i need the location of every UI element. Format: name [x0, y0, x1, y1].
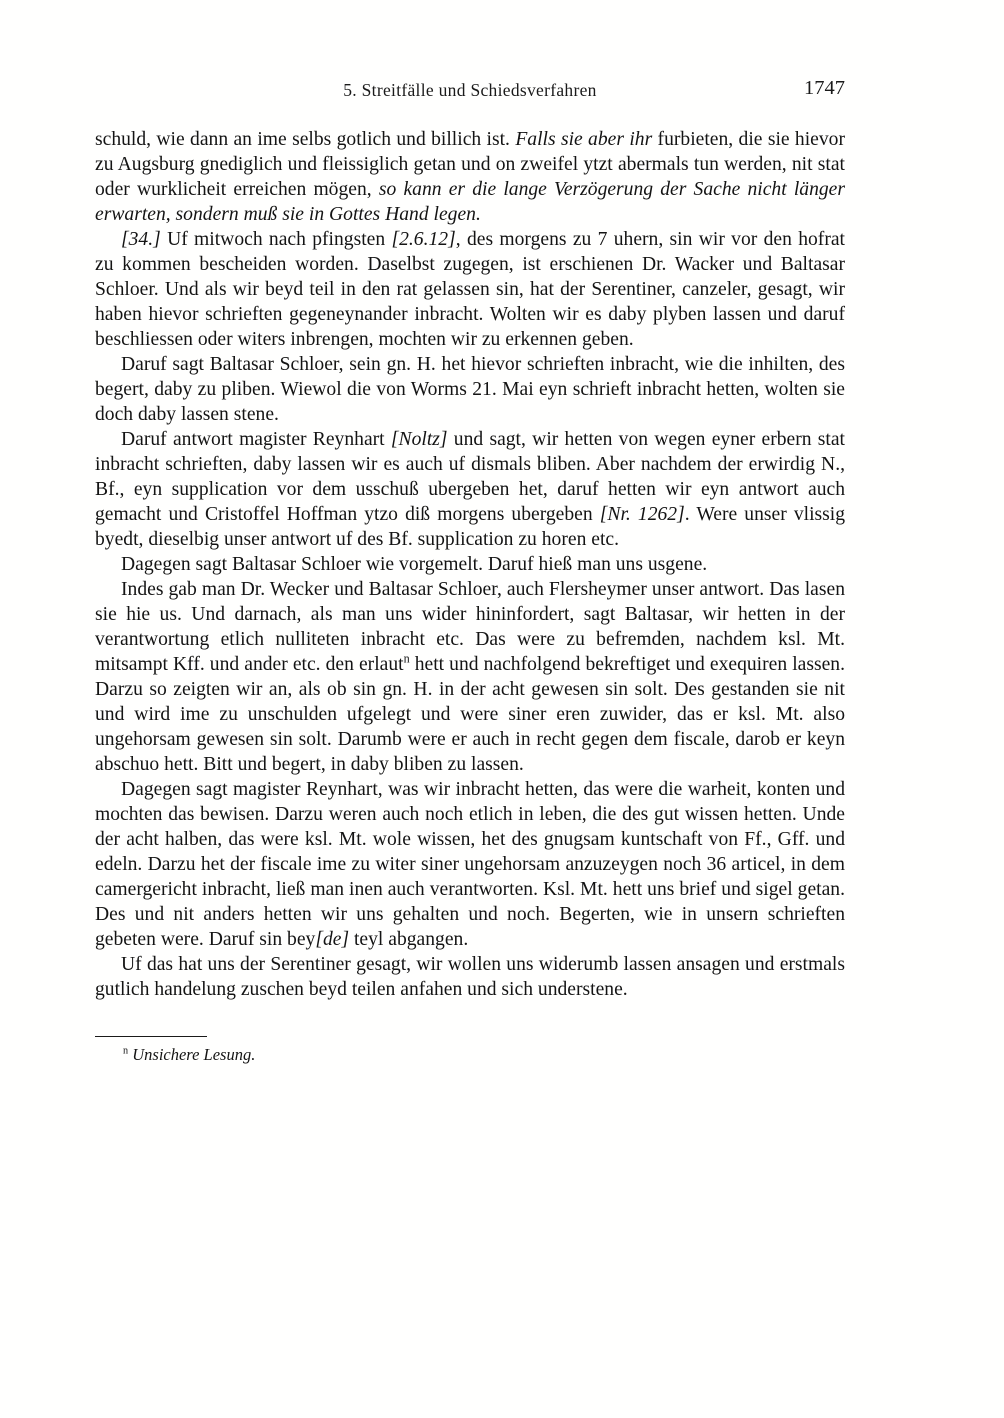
- text-run: schuld, wie dann an ime selbs gotlich und billich ist.: [95, 129, 516, 150]
- paragraph: [95, 227, 845, 352]
- footnote-area: [95, 1036, 845, 1066]
- text-run: , des morgens zu 7 uhern, sin wir vor den hofrat zu kommen bescheiden worden. Daselbst zugegen, ist erschienen Dr. Wacker und Baltasar Schloer. Und als wir beyd teil in den rat gelassen sin, hat der Serentiner, canzeler, gesagt, wir haben hievor schrieften gegeneynander inbracht. Wolten wir es daby plyben lassen und daruf beschliessen oder witers inbrengen, mochten wir zu erkennen geben.: [95, 229, 845, 350]
- italic-text-run: Falls sie aber ihr: [515, 129, 653, 150]
- italic-text-run: so kann er die lange Verzögerung der Sache nicht länger erwarten, sondern muß sie in Gottes Hand legen.: [95, 179, 846, 225]
- paragraph: [95, 952, 845, 1002]
- text-run: hett und nachfolgend bekreftiget und exequiren lassen. Darzu so zeigten wir an, als ob sin gn. H. in der acht gewesen sin solt. Des gestanden sie nit und wird ime zu unschulden ufgelegt und were siner eren zuwider, das er ksl. Mt. also ungehorsam gewesen sin solt. Darumb were er auch in recht gegen dem fiscale, darob er keyn abschuo hett. Bitt und begert, in daby bliben zu lassen.: [95, 654, 845, 775]
- paragraph: [95, 552, 845, 577]
- footnote-rule: [95, 1036, 207, 1037]
- page-number: 1747: [804, 77, 845, 99]
- footnote: [123, 1044, 845, 1066]
- footnote-mark: n: [123, 1045, 129, 1057]
- italic-text-run: [34.]: [121, 229, 161, 250]
- page-header: [95, 77, 845, 106]
- text-run: Daruf sagt Baltasar Schloer, sein gn. H. het hievor schrieften inbracht, wie die inhilten, des begert, daby zu pliben. Wiewol die von Worms 21. Mai eyn schrieft inbracht hetten, wolten sie doch daby lassen stene.: [95, 354, 845, 425]
- text-run: und sagt, wir hetten von wegen eyner erbern stat inbracht schrieften, daby lassen wir es auch uf dismals bliben. Aber nachdem der erwirdig N., Bf., eyn supplication vor dem usschuß ubergeben het, daruf hetten wir eyn antwort auch gemacht und Cristoffel Hoffman ytzo diß morgens ubergeben: [95, 429, 846, 525]
- text-run: furbieten, die sie hievor zu Augsburg gnediglich und fleissiglich getan und on zweifel ytzt abermals tun werden, nit stat oder wurklicheit erreichen mögen,: [95, 129, 845, 200]
- text-run: Uf mitwoch nach pfingsten: [160, 229, 392, 250]
- text-run: . Were unser vlissig byedt, dieselbig unser antwort uf des Bf. supplication zu horen etc.: [95, 504, 845, 550]
- paragraph: [95, 352, 845, 427]
- text-run: Dagegen sagt Baltasar Schloer wie vorgemelt. Daruf hieß man uns usgene.: [121, 554, 708, 575]
- text-run: Daruf antwort magister Reynhart: [121, 429, 391, 450]
- italic-text-run: [de]: [315, 929, 350, 950]
- paragraph: [95, 127, 845, 227]
- text-run: Indes gab man Dr. Wecker und Baltasar Schloer, auch Flersheymer unser antwort. Das lasen sie hie us. Und darnach, als man uns wider hininfordert, sagt Baltasar, wir hetten in der verantwortung etlich nulliteten inbracht etc. Das were zu befremden, nachdem ksl. Mt. mitsampt Kff. und ander etc. den erlaut: [95, 579, 845, 675]
- text-run: Dagegen sagt magister Reynhart, was wir inbracht hetten, das were die warheit, konten und mochten das bewisen. Darzu weren auch noch etlich in leben, die des gut wissen hetten. Unde der acht halben, das were ksl. Mt. wole wissen, het des gnugsam kuntschaft von Ff., Gff. und edeln. Darzu het der fiscale ime zu witer siner ungehorsam anzuzeygen noch 36 articel, in dem camergericht inbracht, ließ man inen auch verantworten. Ksl. Mt. hett uns brief und sigel getan. Des und nit anders hetten wir uns gehalten und noch. Begerten, wie in unsern schrieften gebeten were. Daruf sin bey: [95, 779, 845, 950]
- text-run: teyl abgangen.: [349, 929, 469, 950]
- running-head: 5. Streitfälle und Schiedsverfahren: [343, 80, 597, 100]
- italic-text-run: [2.6.12]: [391, 229, 456, 250]
- italic-text-run: [Nr. 1262]: [599, 504, 685, 525]
- paragraph: [95, 777, 845, 952]
- text-run: Uf das hat uns der Serentiner gesagt, wir wollen uns widerumb lassen ansagen und erstmals gutlich handelung zuschen beyd teilen anfahen und sich understene.: [95, 954, 845, 1000]
- footnote-text: Unsichere Lesung.: [132, 1045, 256, 1064]
- paragraph: [95, 427, 845, 552]
- paragraph: [95, 577, 845, 777]
- body-text: [95, 127, 845, 1002]
- italic-text-run: [Noltz]: [390, 429, 448, 450]
- footnote-reference-mark: n: [403, 651, 410, 666]
